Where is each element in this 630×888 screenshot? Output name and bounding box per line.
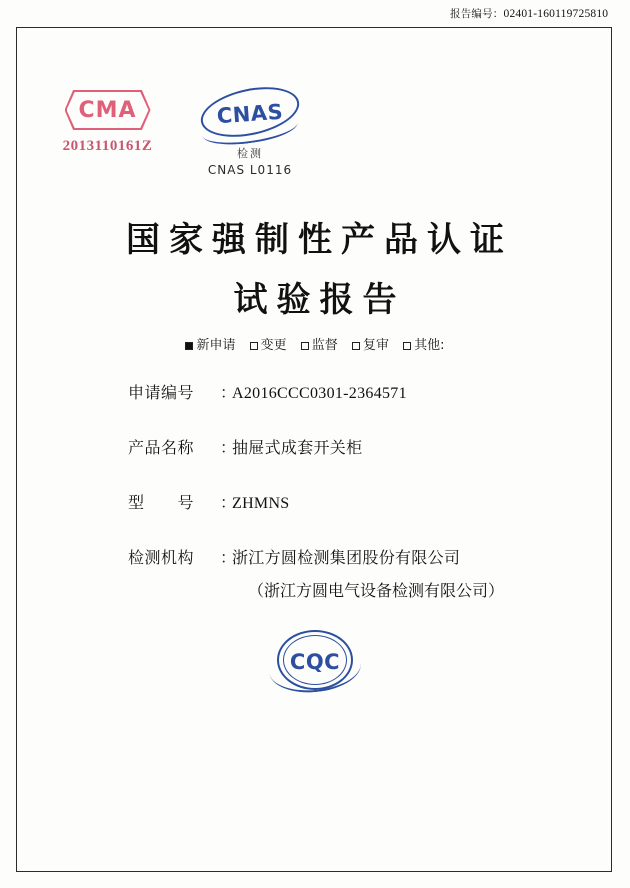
cnas-logo (180, 85, 320, 177)
checkbox-supervision[interactable] (301, 342, 309, 350)
field-colon-model: ： (220, 495, 237, 512)
field-value-application-number: A2016CCC0301-2364571 (232, 385, 407, 402)
checkbox-new-application[interactable] (185, 342, 193, 350)
option-label-supervision: 监督 (311, 338, 338, 353)
field-value-testing-organization: 浙江方圆检测集团股份有限公司 (232, 548, 461, 567)
field-product-name (0, 435, 630, 458)
logos-row (0, 85, 630, 190)
cqc-logo-text: CQC (289, 650, 341, 674)
option-review[interactable] (352, 338, 389, 353)
cma-hexagon-icon (65, 90, 151, 130)
cma-code: 2013110161Z (62, 138, 153, 154)
checkbox-review[interactable] (352, 342, 360, 350)
field-label-application-number: 申请编号 (128, 383, 195, 402)
field-model (0, 490, 630, 513)
option-label-change: 变更 (260, 338, 287, 353)
cnas-registration-number: CNAS L0116 (207, 163, 293, 177)
field-label-product-name: 产品名称 (128, 438, 195, 457)
cqc-seal-icon (269, 630, 361, 694)
option-other[interactable] (403, 338, 444, 353)
cnas-chinese-label: 检测 (237, 147, 263, 160)
report-number (450, 6, 626, 21)
field-colon-testing-organization: ： (220, 550, 237, 567)
checkbox-change[interactable] (250, 342, 258, 350)
field-colon-product-name: ： (220, 440, 237, 457)
field-colon-application-number: ： (220, 385, 237, 402)
field-value-model: ZHMNS (232, 495, 290, 512)
option-label-review: 复审 (362, 338, 389, 353)
field-application-number (0, 380, 630, 403)
report-number-value: 02401-160119725810 (503, 8, 609, 20)
report-number-label: 报告编号： (450, 8, 504, 20)
cma-logo (45, 90, 170, 155)
option-change[interactable] (250, 338, 287, 353)
option-new-application[interactable] (185, 338, 235, 353)
checkbox-other[interactable] (403, 342, 411, 350)
option-label-new-application: 新申请 (196, 338, 236, 353)
field-value-product-name: 抽屉式成套开关柜 (232, 438, 363, 457)
fields-section (0, 380, 630, 631)
option-label-other: 其他: (414, 338, 445, 353)
page-title-line2: 试验报告 (233, 280, 406, 320)
option-supervision[interactable] (301, 338, 338, 353)
field-label-testing-organization: 检测机构 (128, 548, 195, 567)
page-title-line1: 国家强制性产品认证 (126, 220, 513, 260)
cma-logo-text: CMA (78, 97, 137, 123)
field-label-model: 型 号 (128, 493, 195, 512)
field-testing-organization-subsidiary (0, 578, 630, 601)
cnas-logo-text: CNAS (216, 99, 284, 129)
field-value-testing-organization-subsidiary: （浙江方圆电气设备检测有限公司） (248, 581, 505, 600)
cnas-oval-icon (196, 85, 304, 143)
application-type-options (0, 334, 630, 353)
field-testing-organization (0, 545, 630, 568)
